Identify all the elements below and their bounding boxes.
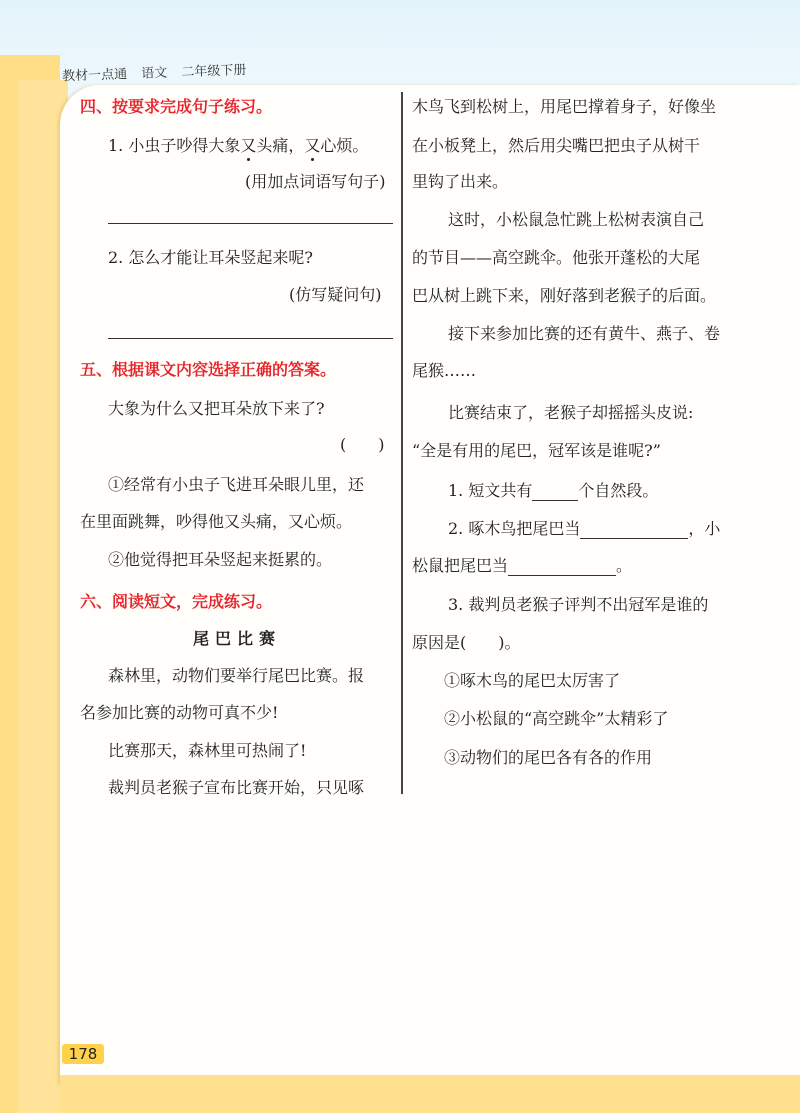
section5-title: 五、根据课文内容选择正确的答案。	[80, 360, 337, 379]
article-right-line: 尾猴……	[412, 361, 477, 380]
s6q1-pre: 1. 短文共有	[448, 481, 533, 500]
answer-line-q2[interactable]	[108, 338, 393, 339]
section5-answer-bracket[interactable]: ( )	[340, 435, 385, 454]
page-number: 178	[62, 1044, 104, 1064]
section4-q1-hint: (用加点词语写句子)	[245, 172, 386, 191]
header-book: 教材一点通	[61, 67, 128, 85]
header-subject: 语文	[140, 65, 168, 82]
section5-option-1-line2: 在里面跳舞，吵得他又头痛，又心烦。	[80, 512, 353, 531]
section6-title: 六、阅读短文，完成练习。	[80, 592, 273, 611]
article-right-line: 接下来参加比赛的还有黄牛、燕子、卷	[448, 324, 721, 343]
page-bottom-band	[60, 1075, 800, 1113]
section6-q3-option-2: ②小松鼠的“高空跳伞”太精彩了	[444, 709, 669, 728]
q1-dotted-word-2: 又	[304, 136, 321, 155]
answer-line-q1[interactable]	[108, 223, 393, 224]
section6-q3-option-3: ③动物们的尾巴各有各的作用	[444, 748, 653, 767]
s6q2-line2-post: 。	[616, 556, 633, 575]
section5-option-2: ②他觉得把耳朵竖起来挺累的。	[108, 550, 333, 569]
blank-paragraph-count[interactable]	[532, 481, 578, 501]
s6q2-line2-pre: 松鼠把尾巴当	[412, 556, 509, 575]
s6q2-pre: 2. 啄木鸟把尾巴当	[448, 519, 581, 538]
article-right-line: 在小板凳上，然后用尖嘴巴把虫子从树干	[412, 136, 701, 155]
header-grade: 二年级下册	[181, 62, 247, 81]
section6-q2-line1	[448, 516, 720, 539]
article-right-line: 的节目——高空跳伞。他张开蓬松的大尾	[412, 248, 701, 267]
s6q1-post: 个自然段。	[578, 481, 659, 500]
blank-squirrel-tail[interactable]	[508, 556, 616, 576]
q1-dotted-word-1: 又	[240, 136, 257, 155]
article-title: 尾巴比赛	[193, 629, 282, 648]
article-left-line: 森林里，动物们要举行尾巴比赛。报	[108, 666, 365, 685]
blank-woodpecker-tail[interactable]	[580, 519, 688, 539]
q1-text-mid: 头痛，	[256, 136, 305, 155]
section5-option-1-line1: ①经常有小虫子飞进耳朵眼儿里，还	[108, 475, 365, 494]
section6-q1	[448, 478, 658, 501]
section6-q3-line2[interactable]: 原因是( )。	[412, 633, 521, 652]
article-right-line: 巴从树上跳下来，刚好落到老猴子的后面。	[412, 286, 717, 305]
section4-q1	[108, 133, 368, 156]
section6-q3-option-1: ①啄木鸟的尾巴太厉害了	[444, 671, 621, 690]
section4-q2-hint: (仿写疑问句)	[289, 285, 382, 304]
section4-title: 四、按要求完成句子练习。	[80, 97, 273, 116]
section6-q3-line1: 3. 裁判员老猴子评判不出冠军是谁的	[448, 595, 709, 614]
article-left-line: 名参加比赛的动物可真不少!	[80, 703, 279, 722]
column-divider	[401, 92, 403, 794]
article-left-line: 比赛那天，森林里可热闹了!	[108, 741, 307, 760]
q1-text-pre: 1. 小虫子吵得大象	[108, 136, 241, 155]
article-right-line: 比赛结束了，老猴子却摇摇头皮说:	[448, 403, 694, 422]
section5-question: 大象为什么又把耳朵放下来了?	[108, 399, 325, 418]
section4-q2: 2. 怎么才能让耳朵竖起来呢?	[108, 248, 313, 267]
article-left-line: 裁判员老猴子宣布比赛开始，只见啄	[108, 778, 365, 797]
article-right-line: 这时，小松鼠急忙跳上松树表演自己	[448, 210, 705, 229]
article-right-line: “全是有用的尾巴，冠军该是谁呢?”	[412, 441, 661, 460]
q1-text-post: 心烦。	[320, 136, 369, 155]
s6q2-mid: ，小	[688, 519, 721, 538]
page-sheet	[60, 85, 800, 1085]
article-right-line: 木鸟飞到松树上，用尾巴撑着身子，好像坐	[412, 97, 717, 116]
article-right-line: 里钩了出来。	[412, 172, 509, 191]
section6-q2-line2	[412, 553, 632, 576]
